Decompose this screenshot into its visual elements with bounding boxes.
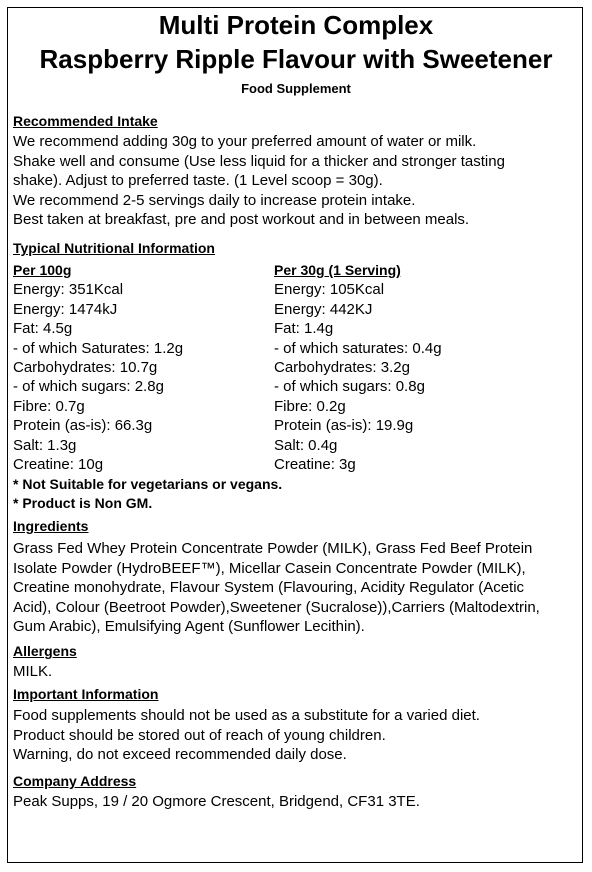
company-address-text: Peak Supps, 19 / 20 Ogmore Crescent, Bridgend, CF31 3TE. [13, 793, 420, 810]
nutrition-row: Creatine: 10g [13, 456, 104, 474]
company-address-heading: Company Address [13, 773, 137, 789]
product-title-line2: Raspberry Ripple Flavour with Sweetener [39, 44, 553, 74]
nutrition-row: Salt: 1.3g [13, 436, 77, 454]
nutrition-col-header: Per 30g (1 Serving) [274, 262, 401, 278]
nutrition-col-header: Per 100g [13, 262, 72, 278]
nutrition-col-per100g [13, 261, 183, 474]
important-line: Product should be stored out of reach of young children. [13, 726, 386, 744]
nutrition-row: Energy: 351Kcal [13, 281, 124, 299]
nutrition-heading: Typical Nutritional Information [13, 240, 215, 256]
nutrition-row: Fat: 1.4g [274, 320, 334, 338]
recommended-line: Shake well and consume (Use less liquid for a thicker and stronger tasting [13, 152, 505, 170]
nutrition-row: Energy: 442KJ [274, 300, 373, 318]
important-line: Warning, do not exceed recommended daily dose. [13, 746, 347, 763]
nutrition-row: Energy: 105Kcal [274, 281, 385, 299]
nutrition-row: Fat: 4.5g [13, 320, 73, 338]
nutrition-row: Carbohydrates: 3.2g [274, 359, 410, 377]
important-line: Food supplements should not be used as a substitute for a varied diet. [13, 707, 480, 724]
nutrition-row: Salt: 0.4g [274, 436, 338, 454]
nutrition-row: - of which Saturates: 1.2g [13, 339, 184, 357]
allergens-text: MILK. [13, 663, 53, 680]
recommended-line: shake). Adjust to preferred taste. (1 Level scoop = 30g). [13, 172, 383, 189]
ingredients-line: Gum Arabic), Emulsifying Agent (Sunflower Lecithin). [13, 618, 365, 635]
ingredients-line: Creatine monohydrate, Flavour System (Flavouring, Acidity Regulator (Acetic [13, 579, 525, 596]
ingredients-line: Acid), Colour (Beetroot Powder),Sweetener (Sucralose)),Carriers (Maltodextrin, [13, 598, 540, 616]
recommended-intake-heading: Recommended Intake [13, 113, 158, 129]
nutrition-row: Energy: 1474kJ [13, 300, 118, 318]
recommended-line: We recommend 2-5 servings daily to increase protein intake. [13, 191, 416, 209]
ingredients-heading: Ingredients [13, 518, 89, 534]
nutrition-row: Creatine: 3g [274, 456, 356, 474]
recommended-line: We recommend adding 30g to your preferred amount of water or milk. [13, 133, 477, 150]
nutrition-row: - of which saturates: 0.4g [274, 339, 442, 357]
important-info-heading: Important Information [13, 686, 159, 702]
nutrition-row: Protein (as-is): 66.3g [13, 417, 153, 435]
ingredients-line: Grass Fed Whey Protein Concentrate Powder (MILK), Grass Fed Beef Protein [13, 540, 533, 557]
product-subtitle: Food Supplement [241, 81, 351, 96]
allergens-heading: Allergens [13, 643, 77, 659]
nutrition-row: Fibre: 0.7g [13, 397, 85, 415]
nutrition-row: - of which sugars: 2.8g [13, 378, 164, 396]
recommended-line: Best taken at breakfast, pre and post workout and in between meals. [13, 211, 470, 228]
product-title-line1: Multi Protein Complex [158, 10, 434, 40]
nutrition-row: Fibre: 0.2g [274, 397, 346, 415]
nutrition-col-per30g [274, 261, 442, 474]
nutrition-row: - of which sugars: 0.8g [274, 378, 425, 396]
vegetarian-note: * Not Suitable for vegetarians or vegans. [13, 476, 283, 492]
nutrition-row: Carbohydrates: 10.7g [13, 359, 158, 377]
ingredients-line: Isolate Powder (HydroBEEF™), Micellar Casein Concentrate Powder (MILK), [13, 559, 526, 577]
nutrition-row: Protein (as-is): 19.9g [274, 417, 414, 435]
non-gm-note: * Product is Non GM. [13, 495, 153, 511]
